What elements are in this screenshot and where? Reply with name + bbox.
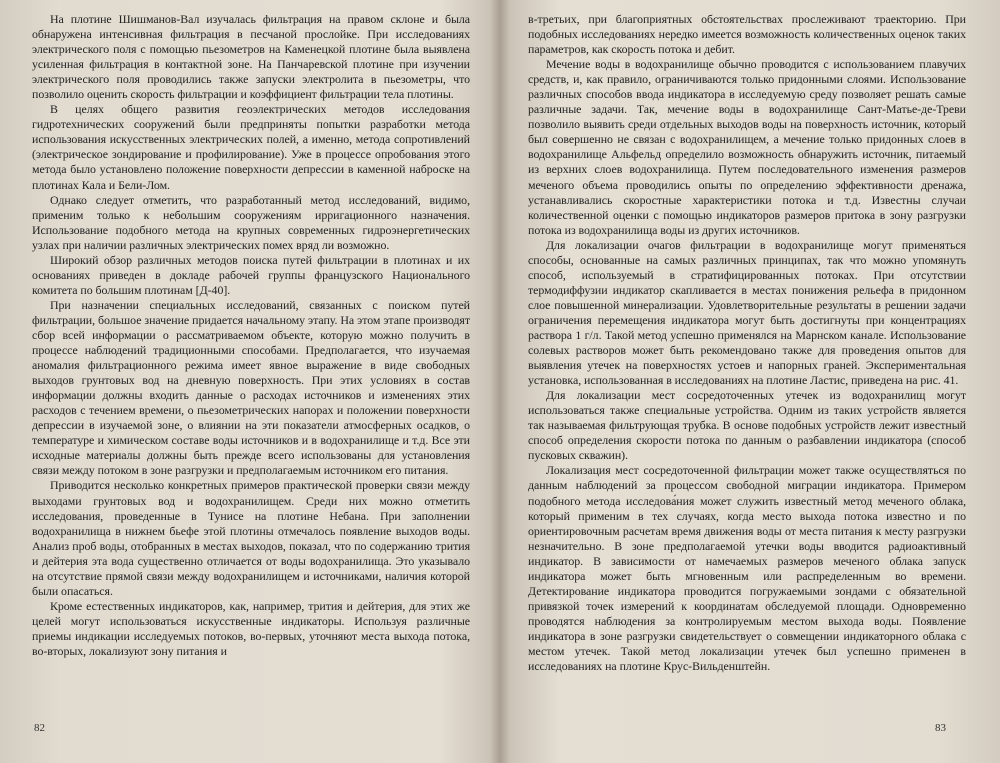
paragraph: Широкий обзор различных методов поиска путей фильтрации в плотинах и их основаниях приведен в докладе рабочей группы французского Национального комитета по большим плотинам [Д-40]. <box>32 252 470 297</box>
paragraph: Мечение воды в водохранилище обычно проводится с использованием плавучих средств, и, как правило, ограничиваются только придонными слоями. Использование различных способов ввода индикатора в исследуемую среду позволяет решать самые различные задачи. Так, мечение воды в водохранилище Сант-Матье-де-Треви позволило выявить среди отдельных выходов воды на поверхность источник, который был совершенно не связан с водохранилищем, а мечение только придонных слоев в водохранилище Альфельд определило возможность обнаружить источник, питаемый из верхних слоев водохранилища. Путем последовательного изменения размеров меченого объема проводились опыты по определению эффективности дренажа, устанавливались скоростные характеристики потока и т.д. Известны случаи количественной оценки с помощью индикаторов размеров притока в зону разгрузки потока из водохранилища воды из других источников. <box>528 57 966 237</box>
page-number: 83 <box>935 722 946 734</box>
paragraph: Приводится несколько конкретных примеров практической проверки связи между выходами грунтовых вод и водохранилищем. Среди них можно отметить исследования, проведенные в Тунисе на плотине Небана. При заполнении водохранилища в нижнем бьефе этой плотины отмечалось появление выходов воды. Анализ проб воды, отобранных в местах выходов, показал, что по содержанию трития и дейтерия эта вода существенно отличается от воды водохранилища. Это указывало на отсутствие прямой связи между водохранилищем и источниками, наличия которой были опасаться. <box>32 478 470 598</box>
paragraph: При назначении специальных исследований, связанных с поиском путей фильтрации, большое значение придается начальному этапу. На этом этапе производят сбор всей информации о рассматриваемом объекте, которую можно получить в процессе наблюдений традиционными способами. Предполагается, что изучаемая аномалия фильтрационного режима имеет явное выражение в виде свободных выходов грунтовых вод на дневную поверхность. При этих условиях в состав информации должны входить данные о расходах источников и изменениях этих расходов с течением времени, о пьезометрических напорах и положении поверхности депрессии в изучаемой зоне, о влиянии на эти показатели атмосферных осадков, о температуре и химическом составе воды источников и в водохранилище и т.д. Все эти исходные материалы должны быть прежде всего использованы для установления связи между потоком в зоне разгрузки и предполагаемым источником его питания. <box>32 297 470 478</box>
right-page-text <box>528 12 966 720</box>
paragraph: Для локализации очагов фильтрации в водохранилище могут применяться способы, основанные на самых различных принципах, так что можно упомянуть способ, используемый в стратифицированных потоках. При отсутствии термодиффузии индикатор скапливается в местах понижения рельефа в придонном слое повышенной минерализации. Удовлетворительные результаты в решении задачи ограничения перемещения индикатора могут быть достигнуты при концентрациях раствора 1 г/л. Такой метод успешно применялся на Марнском канале. Использование солевых растворов может быть рекомендовано также для проведения опытов для выявления утечек на поверхностях устоев и напорных граней. Экспериментальная установка, использованная в исследованиях на плотине Ластис, приведена на рис. 41. <box>528 237 966 388</box>
paragraph: Для локализации мест сосредоточенных утечек из водохранилищ могут использоваться также специальные устройства. Одним из таких устройств является так называемая фильтрующая трубка. В основе подобных устройств лежит известный способ определения скорости потока по данным о разбавлении индикатора (способ пусковых скважин). <box>528 388 966 463</box>
paragraph: На плотине Шишманов-Вал изучалась фильтрация на правом склоне и была обнаружена интенсивная фильтрация в песчаной прослойке. При исследованиях электрического поля с помощью пьезометров на Каменецкой плотине была выявлена усиленная фильтрация в контактной зоне. На Панчаревской плотине при изучении электрического поля проводились также запуски электролита в пьезометры, что позволило оценить скорость фильтрации и коэффициент фильтрации тела плотины. <box>32 12 470 102</box>
paragraph: Кроме естественных индикаторов, как, например, трития и дейтерия, для этих же целей могут использоваться искусственные индикаторы. Используя различные приемы индикации исследуемых потоков, во-первых, уточняют места выхода потока, во-вторых, локализуют зону питания и <box>32 598 470 658</box>
paragraph: Локализация мест сосредоточенной фильтрации может также осуществляться по данным наблюдений за процессом свободной миграции индикатора. Примером подобного метода исследова́ния может служить известный метод меченого облака, который применим в тех случаях, когда место выхода потока известно и по ориентировочным расчетам время движения воды от места питания к месту разгрузки незначительно. В зоне предполагаемой утечки воды вводится радиоактивный индикатор. В зависимости от намечаемых размеров меченого облака запуск индикатора может быть мгновенным или распределенным во времени. Детектирование индикатора проводится погружаемыми зондами с обязательной привязкой точек измерений к координатам обследуемой площади. Одновременно проводятся наблюдения за контролируемым местом выхода воды. Появление индикатора в зоне разгрузки свидетельствует о совмещении индикаторного облака с местом утечек. Такой метод локализации утечек был успешно применен в исследованиях на плотине Крус-Вильденштейн. <box>528 463 966 674</box>
left-page-text <box>32 12 470 720</box>
paragraph: В целях общего развития геоэлектрических методов исследования гидротехнических сооружений были предприняты попытки разработки метода использования искусственных электрических полей, а именно, метода сопротивлений (электрическое зондирование и профилирование). Уже в процессе опробования этого метода было установлено положение поверхности депрессии в каменной наброске на плотинах Кала и Бели-Лом. <box>32 102 470 192</box>
left-page <box>32 0 492 763</box>
page-number: 82 <box>34 722 45 734</box>
right-page <box>528 0 988 763</box>
paragraph: в-третьих, при благоприятных обстоятельствах прослеживают траекторию. При подобных исследованиях нередко имеется возможность количественных оценок таких параметров, как скорость потока и дебит. <box>528 12 966 57</box>
paragraph: Однако следует отметить, что разработанный метод исследований, видимо, применим только к небольшим сооружениям ирригационного назначения. Использование подобного метода на крупных современных гидроэнергетических узлах при наличии различных электрических помех вряд ли возможно. <box>32 192 470 252</box>
